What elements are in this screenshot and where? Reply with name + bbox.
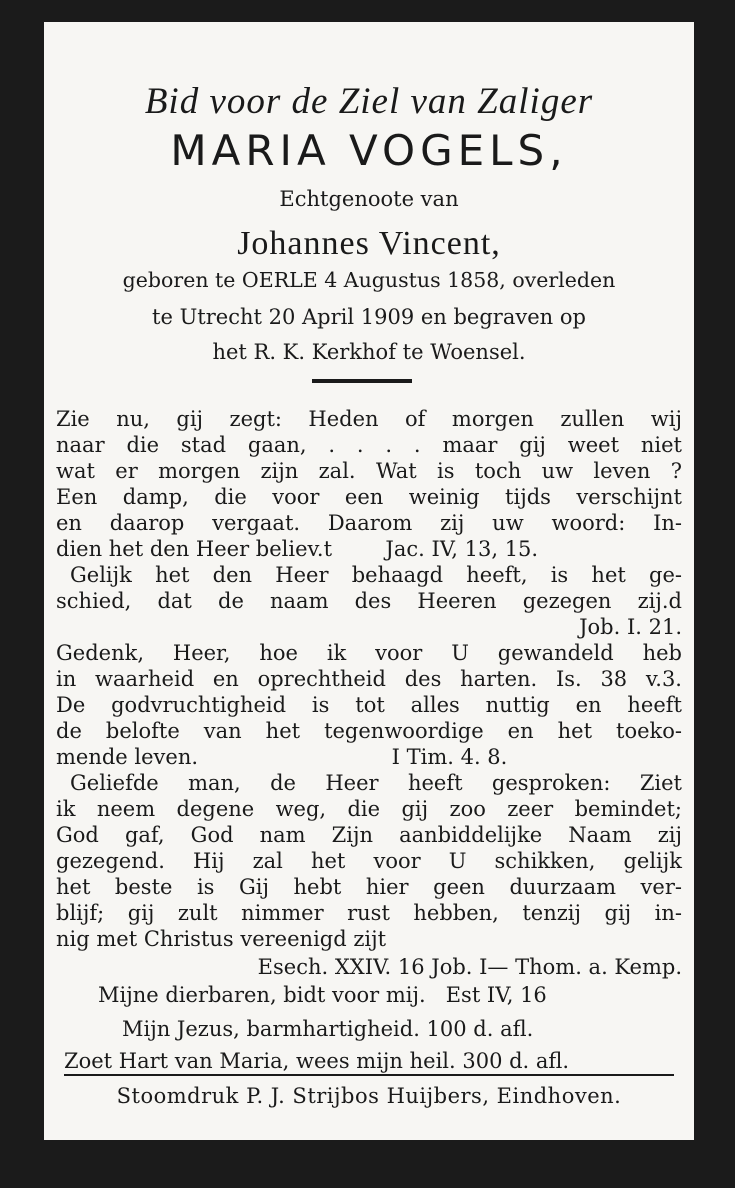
text-line: De godvruchtigheid is tot alles nuttig en heeft bbox=[56, 693, 682, 717]
text-line: het beste is Gij hebt hier geen duurzaam ver- bbox=[56, 875, 682, 899]
indulgence-line: Mijn Jezus, barmhartigheid. 100 d. afl. bbox=[122, 1017, 534, 1041]
text-line: Gedenk, Heer, hoe ik voor U gewandeld heb bbox=[56, 641, 682, 665]
footer-rule bbox=[64, 1074, 674, 1076]
bio-line-death: te Utrecht 20 April 1909 en begraven op bbox=[152, 305, 586, 329]
text-line: wat er morgen zijn zal. Wat is toch uw leven ? bbox=[56, 459, 682, 483]
text-line: Gelijk het den Heer behaagd heeft, is het ge- bbox=[70, 563, 682, 587]
text-line: ik neem degene weg, die gij zoo zeer bemindet; bbox=[56, 797, 682, 821]
text-line: mende leven. I Tim. 4. 8. bbox=[56, 745, 508, 769]
text-line: blijf; gij zult nimmer rust hebben, tenzij gij in- bbox=[56, 901, 682, 925]
memorial-card bbox=[44, 22, 694, 1140]
text-line: God gaf, God nam Zijn aanbiddelijke Naam zij bbox=[56, 823, 682, 847]
text-line: de belofte van het tegenwoordige en het toeko- bbox=[56, 719, 682, 743]
deceased-name: MARIA VOGELS, bbox=[170, 126, 568, 175]
bio-line-birth: geboren te OERLE 4 Augustus 1858, overleden bbox=[122, 268, 616, 292]
text-line: gezegend. Hij zal het voor U schikken, gelijk bbox=[56, 849, 682, 873]
spouse-name: Johannes Vincent, bbox=[237, 225, 501, 262]
invocation: Bid voor de Ziel van Zaliger bbox=[144, 81, 594, 122]
relation-label: Echtgenoote van bbox=[279, 187, 459, 211]
text-line: Mijne dierbaren, bidt voor mij. Est IV, 16 bbox=[98, 983, 547, 1007]
text-line: dien het den Heer believ.t Jac. IV, 13, 15. bbox=[56, 537, 539, 561]
printer-credit: Stoomdruk P. J. Strijbos Huijbers, Eindhoven. bbox=[116, 1084, 622, 1108]
text-line: schied, dat de naam des Heeren gezegen zij.d bbox=[56, 589, 682, 613]
scripture-reference: Esech. XXIV. 16 Job. I— Thom. a. Kemp. bbox=[257, 955, 682, 979]
text-line: nig met Christus vereenigd zijt bbox=[56, 927, 387, 951]
bio-line-burial: het R. K. Kerkhof te Woensel. bbox=[212, 340, 526, 364]
text-line: naar die stad gaan, . . . . maar gij weet niet bbox=[56, 433, 682, 457]
text-line: Zie nu, gij zegt: Heden of morgen zullen wij bbox=[56, 407, 682, 431]
text-line: en daarop vergaat. Daarom zij uw woord: In- bbox=[56, 511, 682, 535]
text-line: Een damp, die voor een weinig tijds verschijnt bbox=[56, 485, 682, 509]
ornamental-rule bbox=[312, 379, 412, 383]
scripture-reference: Job. I. 21. bbox=[579, 615, 682, 639]
text-line: in waarheid en oprechtheid des harten. Is. 38 v.3. bbox=[56, 667, 682, 691]
text-line: Geliefde man, de Heer heeft gesproken: Ziet bbox=[70, 771, 682, 795]
indulgence-line: Zoet Hart van Maria, wees mijn heil. 300 d. afl. bbox=[64, 1049, 570, 1073]
